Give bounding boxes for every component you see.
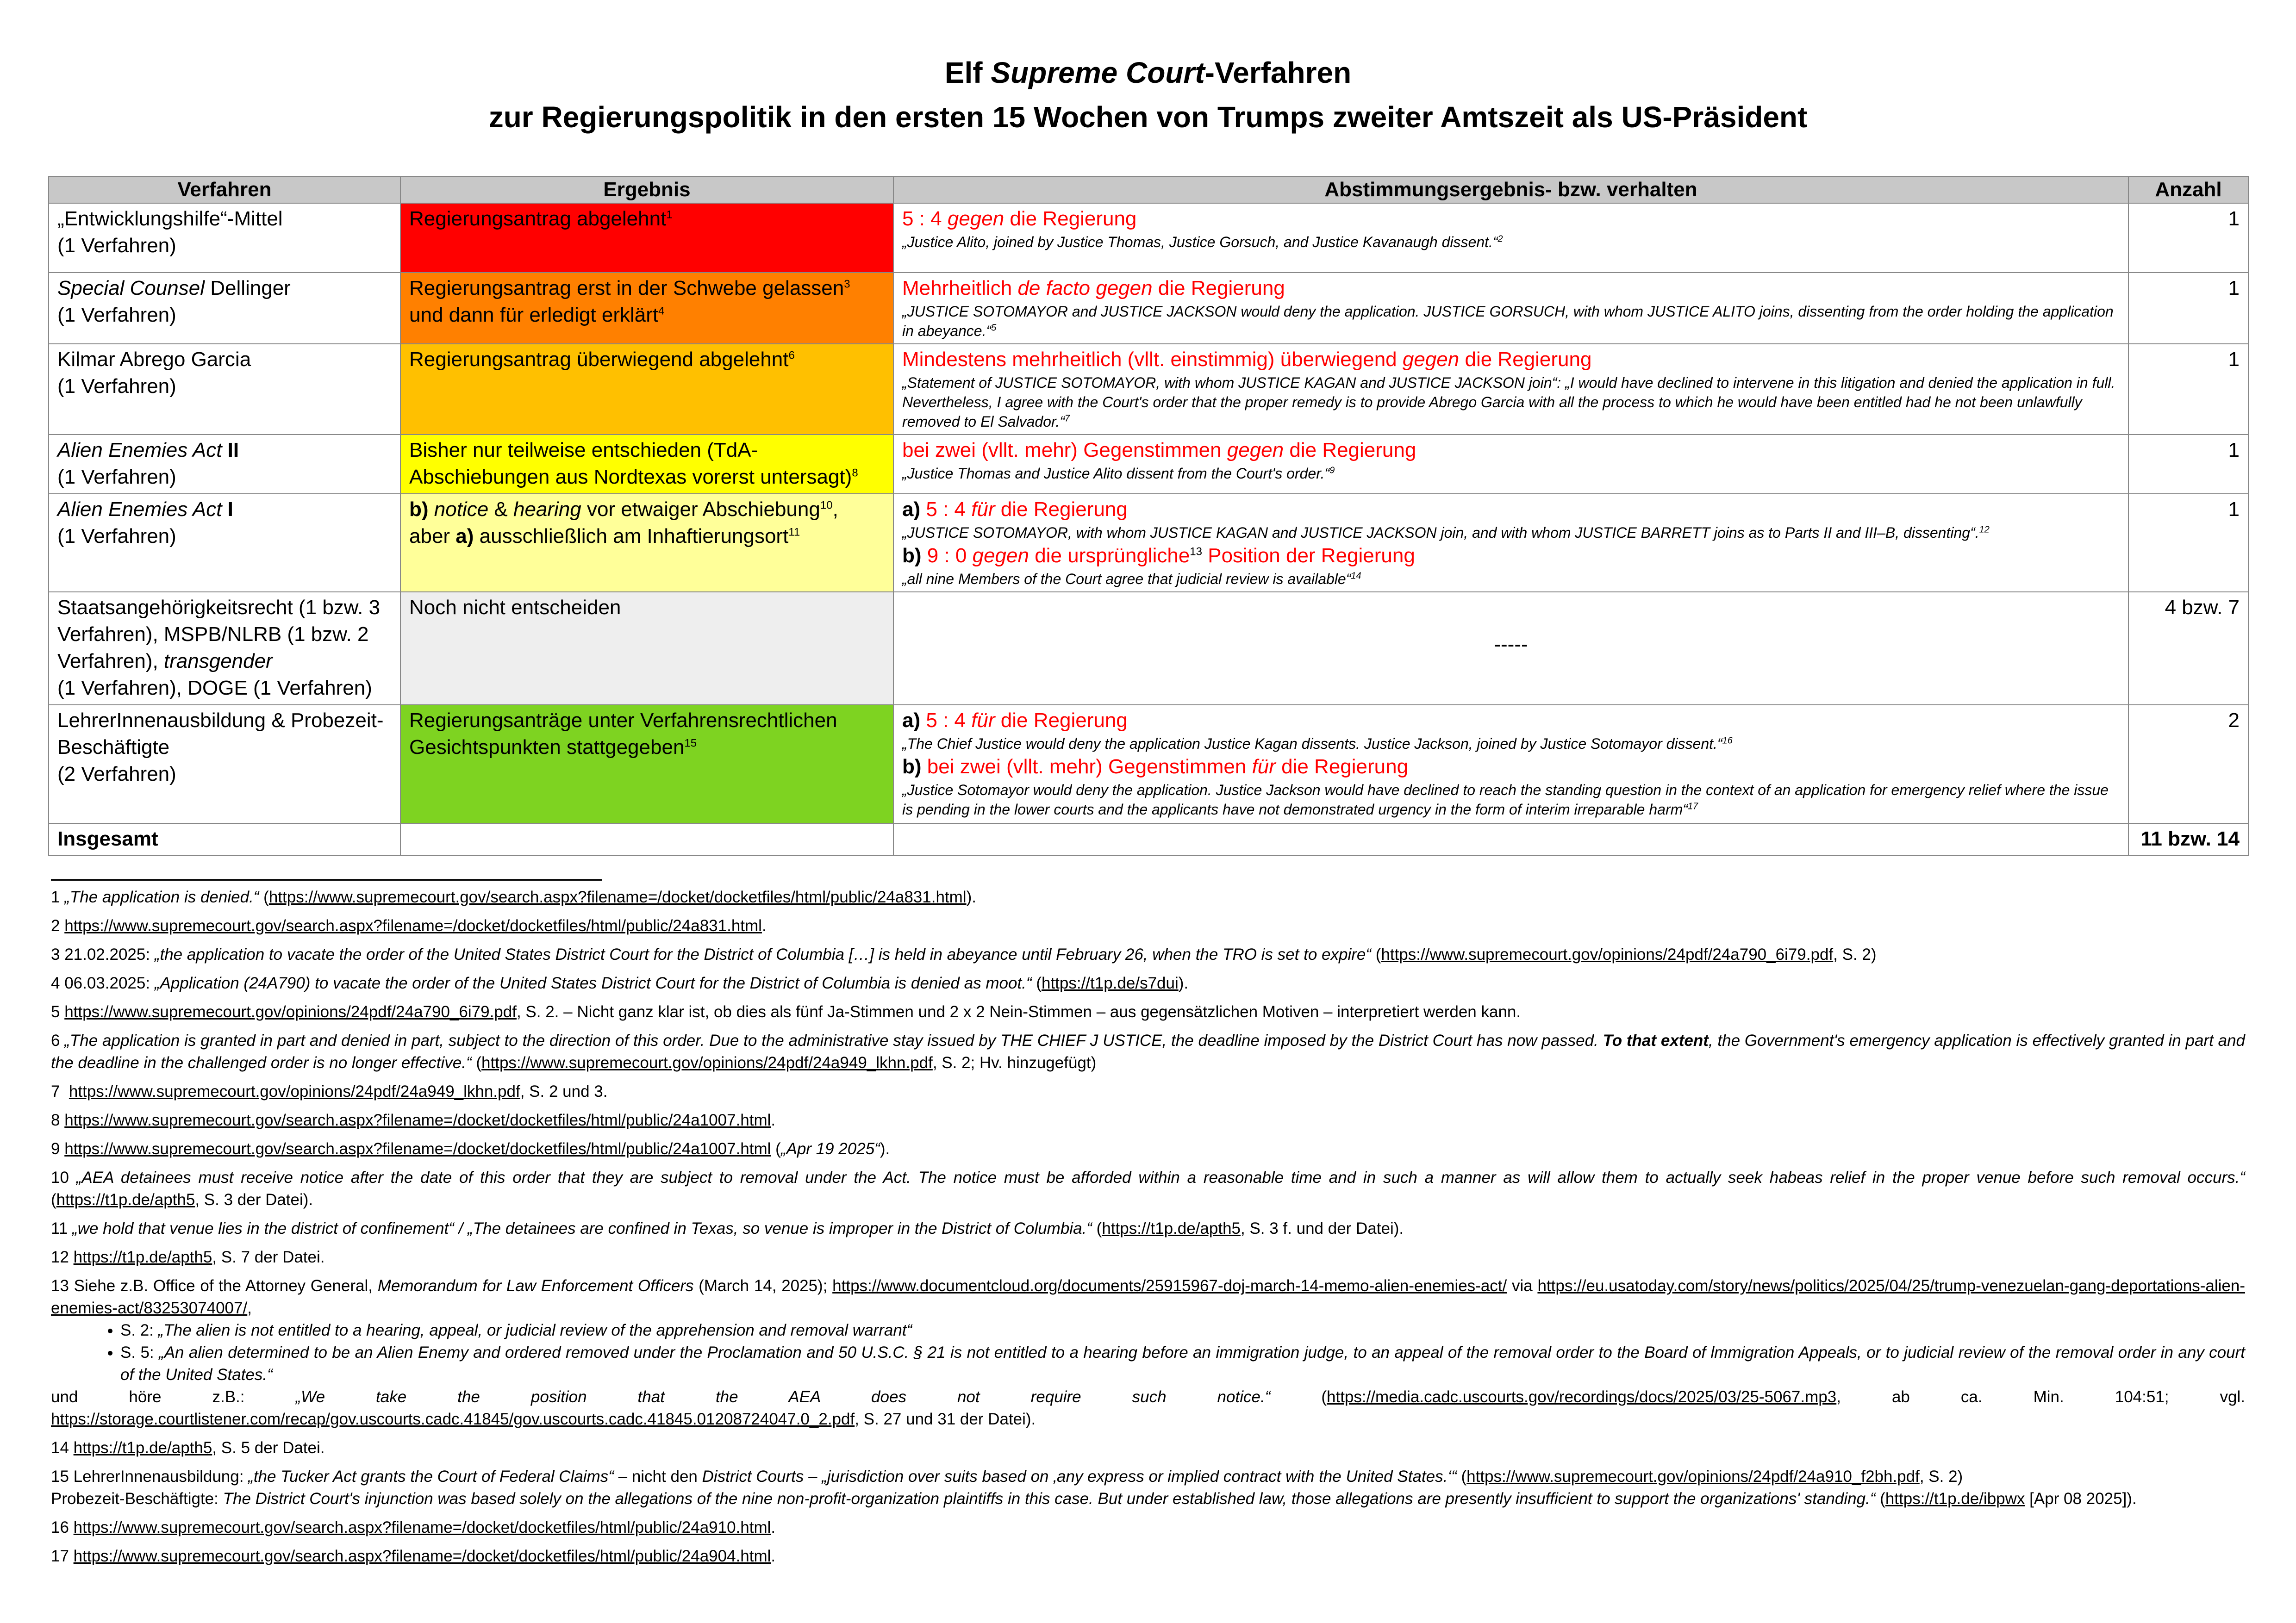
total-label: Insgesamt [49,823,400,856]
count-cell: 2 [2128,705,2248,823]
case-cell: „Entwicklungshilfe“-Mittel (1 Verfahren) [49,203,400,273]
footnotes [51,886,2245,1574]
count-cell: 1 [2128,203,2248,273]
table-row [49,435,2248,494]
footnote-link[interactable]: https://www.supremecourt.gov/search.aspx?filename=/docket/docketfiles/html/public/24a910.html [73,1518,771,1536]
header-anzahl: Anzahl [2128,176,2248,203]
footnote-link[interactable]: https://www.supremecourt.gov/opinions/24pdf/24a949_lkhn.pdf [69,1082,520,1101]
cases-table [48,176,2249,856]
footnote-4: 4 06.03.2025: „Application (24A790) to vacate the order of the United States District Court for the District of Columbia is denied as moot.“ (https://t1p.de/s7dui). [51,974,1189,992]
footnote-link[interactable]: https://storage.courtlistener.com/recap/gov.uscourts.cadc.41845/gov.uscourts.cadc.41845.01208724047.0_2.pdf [51,1410,855,1428]
vote-cell: bei zwei (vllt. mehr) Gegenstimmen gegen die Regierung „Justice Thomas and Justice Alito dissent from the Court's order.“$^9$ [893,435,2128,494]
count-cell: 1 [2128,344,2248,435]
footnote-separator [51,879,602,881]
table-row [49,592,2248,705]
footnote-9: 9 https://www.supremecourt.gov/search.aspx?filename=/docket/docketfiles/html/public/24a1007.html („Apr 19 2025“). [51,1140,890,1158]
footnote-link[interactable]: https://eu.usatoday.com/story/news/politics/2025/04/25/trump-venezuelan-gang-deportations-alien-enemies-act/83253074007/ [51,1277,2245,1317]
footnote-12: 12 https://t1p.de/apth5, S. 7 der Datei. [51,1248,325,1266]
count-cell: 1 [2128,494,2248,592]
header-abstimmung: Abstimmungsergebnis- bzw. verhalten [893,176,2128,203]
footnote-link[interactable]: https://www.supremecourt.gov/opinions/24pdf/24a949_lkhn.pdf [481,1054,933,1072]
case-cell: LehrerInnenausbildung & Probezeit-Beschäftigte (2 Verfahren) [49,705,400,823]
result-cell: Bisher nur teilweise entschieden (TdA-Abschiebungen aus Nordtexas vorerst untersagt)$^8$ [400,435,893,494]
footnote-1: 1 „The application is denied.“ (https://www.supremecourt.gov/search.aspx?filename=/docket/docketfiles/html/public/24a831.html). [51,888,976,906]
footnote-3: 3 21.02.2025: „the application to vacate the order of the United States District Court for the District of Columbia […] is held in abeyance until February 26, when the TRO is set to expire“ (https://www.supremecourt.gov/opinions/24pdf/24a790_6i79.pdf, S. 2) [51,945,1877,964]
result-cell: b) notice & hearing vor etwaiger Abschiebung$^{10}$, aber a) ausschließlich am Inhaftierungsort$^{11}$ [400,494,893,592]
footnote-6: 6 „The application is granted in part and denied in part, subject to the direction of this order. Due to the administrative stay issued by THE CHIEF J USTICE, the deadline imposed by the District Court has now passed. To that extent, the Government's emergency application is effectively granted in part and the deadline in the challenged order is no longer effective.“ (https://www.supremecourt.gov/opinions/24pdf/24a949_lkhn.pdf, S. 2; Hv. hinzugefügt) [51,1032,2246,1072]
result-cell: Regierungsanträge unter Verfahrensrechtlichen Gesichtspunkten stattgegeben$^{15}$ [400,705,893,823]
footnote-16: 16 https://www.supremecourt.gov/search.aspx?filename=/docket/docketfiles/html/public/24a910.html. [51,1518,776,1536]
total-value: 11 bzw. 14 [2128,823,2248,856]
footnote-link[interactable]: https://www.supremecourt.gov/opinions/24pdf/24a910_f2bh.pdf [1466,1468,1920,1486]
page-subtitle: zur Regierungspolitik in den ersten 15 Wochen von Trumps zweiter Amtszeit als US-Präsident [488,100,1808,134]
footnote-link[interactable]: https://www.documentcloud.org/documents/25915967-doj-march-14-memo-alien-enemies-act/ [832,1277,1507,1295]
footnote-link[interactable]: https://t1p.de/ibpwx [1885,1490,2025,1508]
vote-cell: a) 5 : 4 für die Regierung „The Chief Justice would deny the application Justice Kagan dissents. Justice Jackson, joined by Justice Sotomayor dissent.“$^{16}$ b) bei zwei (vllt. mehr) Gegenstimmen für die Regierung „Justice Sotomayor would deny the application. Justice Jackson would have declined to reach the standing question in the context of an application for emergency relief where the issue is pending in the lower courts and the applicants have not demonstrated urgency in the form of interim irreparable harm“$^{17}$ [893,705,2128,823]
footnote-link[interactable]: https://t1p.de/apth5 [1102,1219,1241,1237]
case-cell: Staatsangehörigkeitsrecht (1 bzw. 3 Verfahren), MSPB/NLRB (1 bzw. 2 Verfahren), transgender (1 Verfahren), DOGE (1 Verfahren) [49,592,400,705]
footnote-link[interactable]: https://t1p.de/apth5 [73,1248,212,1266]
vote-cell: a) 5 : 4 für die Regierung „JUSTICE SOTOMAYOR, with whom JUSTICE KAGAN and JUSTICE JACKSON join, and with whom JUSTICE BARRETT joins as to Parts II and III–B, dissenting“.$^{12}$ b) 9 : 0 gegen die ursprüngliche$^{13}$ Position der Regierung „all nine Members of the Court agree that judicial review is available“$^{14}$ [893,494,2128,592]
page-title: Elf Supreme Court-Verfahren [944,56,1352,89]
footnote-link[interactable]: https://t1p.de/apth5 [56,1191,195,1209]
footnote-13-list [51,1319,2245,1386]
footnote-15: 15 LehrerInnenausbildung: „the Tucker Act grants the Court of Federal Claims“ – nicht den District Courts – „jurisdiction over suits based on ‚any express or implied contract with the United States.‘“ (https://www.supremecourt.gov/opinions/24pdf/24a910_f2bh.pdf, S. 2) Probezeit-Beschäftigte: The District Court's injunction was based solely on the allegations of the nine non-profit-organization plaintiffs in this case. But under established law, those allegations are presently insufficient to support the organizations' standing.“ (https://t1p.de/ibpwx [Apr 08 2025]). [51,1468,2137,1508]
result-cell: Regierungsantrag abgelehnt$^1$ [400,203,893,273]
footnote-link[interactable]: https://www.supremecourt.gov/opinions/24pdf/24a790_6i79.pdf [1381,945,1834,964]
footnote-link[interactable]: https://www.supremecourt.gov/search.aspx?filename=/docket/docketfiles/html/public/24a831.html [64,917,762,935]
footnote-link[interactable]: https://www.supremecourt.gov/search.aspx?filename=/docket/docketfiles/html/public/24a904.html [73,1547,771,1565]
vote-cell: Mehrheitlich de facto gegen die Regierung „JUSTICE SOTOMAYOR and JUSTICE JACKSON would deny the application. JUSTICE GORSUCH, with whom JUSTICE ALITO joins, dissenting from the order holding the application in abeyance.“$^5$ [893,273,2128,344]
footnote-link[interactable]: https://www.supremecourt.gov/search.aspx?filename=/docket/docketfiles/html/public/24a1007.html [64,1140,771,1158]
result-cell: Regierungsantrag erst in der Schwebe gelassen$^3$ und dann für erledigt erklärt$^4$ [400,273,893,344]
result-cell: Regierungsantrag überwiegend abgelehnt$^6$ [400,344,893,435]
footnote-13: 13 Siehe z.B. Office of the Attorney General, Memorandum for Law Enforcement Officers (March 14, 2025); https://www.documentcloud.org/documents/25915967-doj-march-14-memo-alien-enemies-act/ via https://eu.usatoday.com/story/news/politics/2025/04/25/trump-venezuelan-gang-deportations-alien-enemies-act/83253074007/, • S. 2: „The alien is not entitled to a hearing, appeal, or judicial review of the apprehension and removal warrant“ • S. 5: „An alien determined to be an Alien Enemy and ordered removed under the Proclamation and 50 U.S.C. § 21 is not entitled to a hearing before an immigration judge, to an appeal of the removal order to the Board of lmmigration Appeals, or to judicial review of the removal order in any court of the United States.“ und höre z.B.: „We take the position that the AEA does not require such notice.“ (https://media.cadc.uscourts.gov/recordings/docs/2025/03/25-5067.mp3, ab ca. Min. 104:51; vgl. https://storage.courtlistener.com/recap/gov.uscourts.cadc.41845/gov.uscourts.cadc.41845.01208724047.0_2.pdf, S. 27 und 31 der Datei). [51,1275,2245,1430]
vote-cell: ----- [893,592,2128,705]
footnote-5: 5 https://www.supremecourt.gov/opinions/24pdf/24a790_6i79.pdf, S. 2. – Nicht ganz klar ist, ob dies als fünf Ja-Stimmen und 2 x 2 Nein-Stimmen – aus gegensätzlichen Motiven – interpretiert werden kann. [51,1003,1521,1021]
footnote-17: 17 https://www.supremecourt.gov/search.aspx?filename=/docket/docketfiles/html/public/24a904.html. [51,1547,776,1565]
footnote-14: 14 https://t1p.de/apth5, S. 5 der Datei. [51,1439,325,1457]
table-row [49,203,2248,273]
case-cell: Alien Enemies Act II (1 Verfahren) [49,435,400,494]
table-row [49,273,2248,344]
footnote-7: 7 https://www.supremecourt.gov/opinions/24pdf/24a949_lkhn.pdf, S. 2 und 3. [51,1082,608,1101]
count-cell: 4 bzw. 7 [2128,592,2248,705]
footnote-2: 2 https://www.supremecourt.gov/search.aspx?filename=/docket/docketfiles/html/public/24a831.html. [51,917,767,935]
footnote-link[interactable]: https://media.cadc.uscourts.gov/recordings/docs/2025/03/25-5067.mp3 [1327,1388,1837,1406]
footnote-link[interactable]: https://www.supremecourt.gov/search.aspx?filename=/docket/docketfiles/html/public/24a831.html [268,888,967,906]
footnote-link[interactable]: https://www.supremecourt.gov/opinions/24pdf/24a790_6i79.pdf [64,1003,517,1021]
footnote-11: 11 „we hold that venue lies in the district of confinement“ / „The detainees are confined in Texas, so venue is improper in the District of Columbia.“ (https://t1p.de/apth5, S. 3 f. und der Datei). [51,1219,1404,1237]
case-cell: Kilmar Abrego Garcia (1 Verfahren) [49,344,400,435]
footnote-10: 10 „AEA detainees must receive notice after the date of this order that they are subject to removal under the Act. The notice must be afforded within a reasonable time and in such a manner as will allow them to actually seek habeas relief in the proper venue before such removal occurs.“ (https://t1p.de/apth5, S. 3 der Datei). [51,1169,2245,1209]
total-row [49,823,2248,856]
vote-cell: Mindestens mehrheitlich (vllt. einstimmig) überwiegend gegen die Regierung „Statement of JUSTICE SOTOMAYOR, with whom JUSTICE KAGAN and JUSTICE JACKSON join“: „I would have declined to intervene in this litigation and denied the application in full. Nevertheless, I agree with the Court's order that the proper remedy is to provide Abrego Garcia with all the process to which he would have been entitled had he not been unlawfully removed to El Salvador.“$^7$ [893,344,2128,435]
count-cell: 1 [2128,273,2248,344]
case-cell: Alien Enemies Act I (1 Verfahren) [49,494,400,592]
table-row [49,705,2248,823]
table-row [49,494,2248,592]
result-cell: Noch nicht entscheiden [400,592,893,705]
count-cell: 1 [2128,435,2248,494]
vote-cell: 5 : 4 gegen die Regierung „Justice Alito, joined by Justice Thomas, Justice Gorsuch, and Justice Kavanaugh dissent.“$^2$ [893,203,2128,273]
footnote-link[interactable]: https://t1p.de/s7dui [1041,974,1179,992]
footnote-link[interactable]: https://www.supremecourt.gov/search.aspx?filename=/docket/docketfiles/html/public/24a1007.html [64,1111,771,1129]
header-ergebnis: Ergebnis [400,176,893,203]
table-row [49,344,2248,435]
table-header-row [49,176,2248,203]
list-item: • S. 2: „The alien is not entitled to a hearing, appeal, or judicial review of the apprehension and removal warrant“ [120,1319,2245,1342]
footnote-8: 8 https://www.supremecourt.gov/search.aspx?filename=/docket/docketfiles/html/public/24a1007.html. [51,1111,776,1129]
header-verfahren: Verfahren [49,176,400,203]
footnote-link[interactable]: https://t1p.de/apth5 [73,1439,212,1457]
case-cell: Special Counsel Dellinger (1 Verfahren) [49,273,400,344]
list-item: • S. 5: „An alien determined to be an Alien Enemy and ordered removed under the Proclamation and 50 U.S.C. § 21 is not entitled to a hearing before an immigration judge, to an appeal of the removal order to the Board of lmmigration Appeals, or to judicial review of the removal order in any court of the United States.“ [120,1342,2245,1386]
